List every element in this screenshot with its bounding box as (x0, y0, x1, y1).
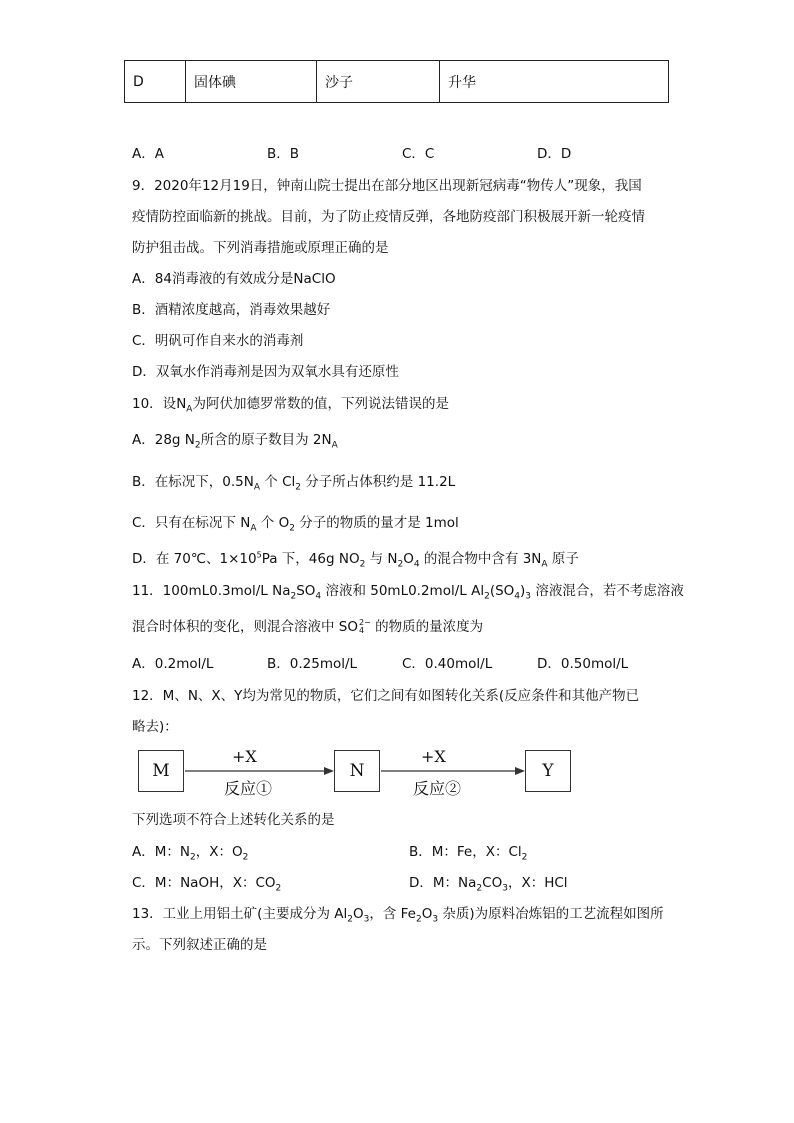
q10-stem: 10．设$N_A$为阿伏加德罗常数的值，下列说法错误的是 (132, 396, 449, 415)
reaction-diagram (138, 736, 578, 808)
q8-options (132, 142, 672, 162)
arrow-1-head (324, 767, 334, 775)
option-a[interactable]: A．A (132, 146, 164, 162)
q9-option-d[interactable]: D．双氧水作消毒剂是因为双氧水具有还原性 (132, 364, 399, 380)
arrow1-label: 反应① (224, 779, 273, 798)
q10-option-b[interactable]: B．在标况下，$0.5N_A$ 个 $Cl_2$ 分子所占体积约是 11.2L (132, 474, 456, 493)
q12-option-d[interactable]: D．M：$Na_2CO_3$，X：HCl (409, 875, 568, 894)
q10-option-c[interactable]: C．只有在标况下 $N_A$ 个 $O_2$ 分子的物质的量才是 1mol (132, 515, 459, 534)
node-m: M (138, 750, 184, 792)
q13-stem-line1: 13．工业上用铝土矿(主要成分为 $Al_2O_3$，含 $Fe_2O_3$ 杂质)为原料冶炼铝的工艺流程如图所 (132, 906, 664, 925)
table-row (125, 61, 669, 103)
node-y: Y (525, 750, 571, 792)
q12-option-a[interactable]: A．M：$N_2$，X：$O_2$ (132, 844, 249, 863)
answer-table (124, 60, 669, 103)
table-cell: 沙子 (317, 61, 440, 103)
arrow-2-head (515, 767, 525, 775)
option-d[interactable]: D．0.50mol/L (537, 656, 629, 672)
node-n: N (334, 750, 380, 792)
q12-option-c[interactable]: C．M：NaOH，X：$CO_2$ (132, 875, 282, 894)
q12-question: 下列选项不符合上述转化关系的是 (132, 812, 335, 828)
q11-stem-line1: 11．100mL0.3mol/L $Na_2SO_4$ 溶液和 50mL0.2mol/L $Al_2(SO_4)_3$ 溶液混合，若不考虑溶液 (132, 583, 684, 602)
q11-stem-line2: 混合时体积的变化，则混合溶液中 SO 2− 4 的物质的量浓度为 (132, 618, 484, 635)
option-b[interactable]: B．B (267, 146, 300, 162)
q9-option-a[interactable]: A．84消毒液的有效成分是NaClO (132, 271, 336, 287)
reaction-arrows (138, 736, 578, 808)
q9-option-c[interactable]: C．明矾可作自来水的消毒剂 (132, 333, 304, 349)
option-c[interactable]: C．0.40mol/L (402, 656, 493, 672)
q9-stem-line2: 疫情防控面临新的挑战。目前，为了防止疫情反弹，各地防疫部门积极展开新一轮疫情 (132, 209, 645, 225)
option-d[interactable]: D．D (537, 146, 572, 162)
q9-option-b[interactable]: B．酒精浓度越高，消毒效果越好 (132, 302, 331, 318)
table-cell: 固体碘 (186, 61, 317, 103)
q12-stem-line2: 略去)： (132, 719, 178, 735)
option-b[interactable]: B．0.25mol/L (267, 656, 358, 672)
arrow2-label: 反应② (413, 779, 462, 798)
q9-stem-line3: 防护狙击战。下列消毒措施或原理正确的是 (132, 240, 389, 256)
q9-stem-line1: 9．2020年12月19日，钟南山院士提出在部分地区出现新冠病毒“物传人”现象，我国 (132, 178, 642, 194)
q13-stem-line2: 示。下列叙述正确的是 (132, 937, 267, 953)
table-cell: D (125, 61, 186, 103)
arrow2-reagent: +X (421, 747, 446, 766)
q12-stem-line1: 12．M、N、X、Y均为常见的物质，它们之间有如图转化关系(反应条件和其他产物已 (132, 688, 640, 704)
option-a[interactable]: A．0.2mol/L (132, 656, 214, 672)
q10-option-a[interactable]: A．28g $N_2$所含的原子数目为 $2N_A$ (132, 432, 338, 451)
q10-option-d[interactable]: D．在 70℃、$1\times 10^5Pa$ 下，46g $NO_2$ 与 $N_2O_4$ 的混合物中含有 $3N_A$ 原子 (132, 550, 579, 570)
q12-option-b[interactable]: B．M：Fe，X：$Cl_2$ (409, 844, 528, 863)
option-c[interactable]: C．C (402, 146, 435, 162)
q11-options (132, 652, 672, 672)
table-cell: 升华 (440, 61, 669, 103)
arrow1-reagent: +X (232, 747, 257, 766)
